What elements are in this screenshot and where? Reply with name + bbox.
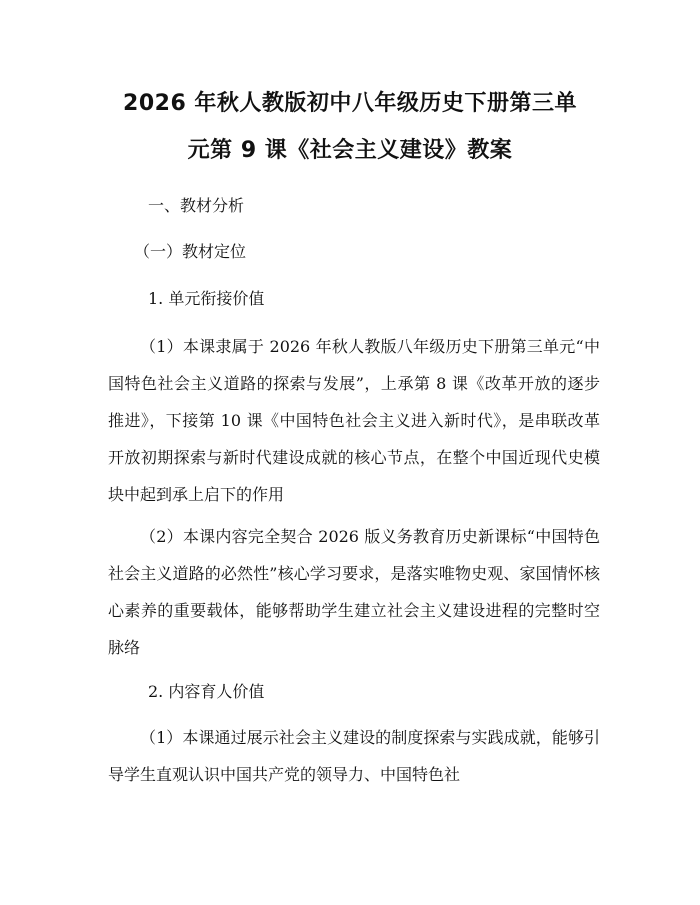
- section-heading-materials-analysis: 一、教材分析: [148, 196, 245, 215]
- document-title-line-1: 2026 年秋人教版初中八年级历史下册第三单: [123, 91, 577, 116]
- paragraph-unit-connection-1: （1）本课隶属于 2026 年秋人教版八年级历史下册第三单元“中国特色社会主义道路的探索与发展”，上承第 8 课《改革开放的逐步推进》，下接第 10 课《中国特色社会主义进入新时代》，是串联改革开放初期探索与新时代建设成就的核心节点，在整个中国近现代史模块中起到承上启下的作用: [108, 337, 600, 504]
- item-heading-educational-value: 2. 内容育人价值: [148, 682, 265, 701]
- paragraph-educational-value-1: （1）本课通过展示社会主义建设的制度探索与实践成就，能够引导学生直观认识中国共产党的领导力、中国特色社: [108, 728, 600, 784]
- document-title-line-2: 元第 9 课《社会主义建设》教案: [187, 138, 513, 163]
- item-heading-unit-connection: 1. 单元衔接价值: [148, 289, 265, 308]
- paragraph-unit-connection-2: （2）本课内容完全契合 2026 版义务教育历史新课标“中国特色社会主义道路的必然性”核心学习要求，是落实唯物史观、家国情怀核心素养的重要载体，能够帮助学生建立社会主义建设进程的完整时空脉络: [108, 527, 600, 657]
- subsection-heading-positioning: （一）教材定位: [134, 242, 247, 261]
